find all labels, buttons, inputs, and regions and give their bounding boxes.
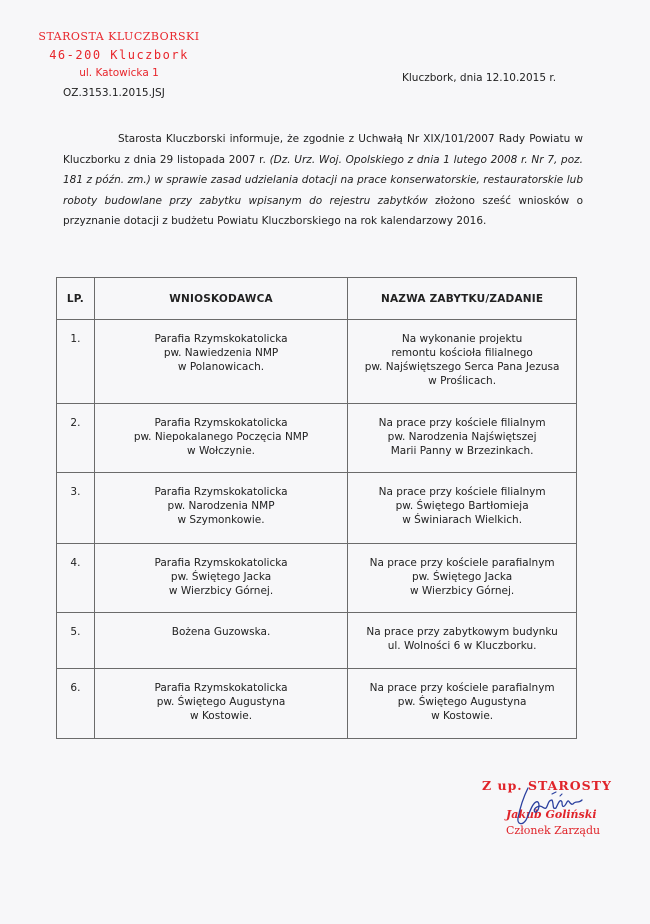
- task-line: Na prace przy kościele parafialnym: [369, 682, 555, 694]
- cell-lp: 1.: [57, 320, 95, 404]
- applicant-line: Parafia Rzymskokatolicka: [154, 557, 288, 569]
- task-line: pw. Najświętszego Serca Pana Jezusa: [364, 361, 560, 373]
- table-row: [57, 544, 577, 613]
- applicant-line: pw. Świętego Augustyna: [156, 696, 286, 708]
- cell-lp: 6.: [57, 669, 95, 739]
- grant-applications-table: [56, 277, 577, 739]
- signatory-name-stamp: Jakub Goliński: [506, 808, 597, 821]
- cell-task: [348, 544, 577, 613]
- applicant-line: Parafia Rzymskokatolicka: [154, 682, 288, 694]
- cell-applicant: [94, 473, 347, 544]
- applicant-line: w Polanowicach.: [177, 361, 265, 373]
- applicant-line: w Szymonkowie.: [177, 514, 265, 526]
- applicant-line: w Wołczynie.: [187, 445, 256, 457]
- applicant-line: Bożena Guzowska.: [171, 626, 271, 638]
- task-line: remontu kościoła filialnego: [391, 347, 533, 359]
- task-line: Na wykonanie projektu: [401, 333, 523, 345]
- signatory-role-stamp: Członek Zarządu: [506, 824, 601, 837]
- task-line: pw. Świętego Bartłomieja: [395, 500, 529, 512]
- handwritten-signature-icon: [500, 782, 620, 832]
- table-row: [57, 404, 577, 473]
- intro-paragraph: [63, 129, 583, 232]
- table-row: [57, 473, 577, 544]
- applicant-line: w Kostowie.: [190, 710, 253, 722]
- task-line: Na prace przy kościele parafialnym: [369, 557, 555, 569]
- task-line: ul. Wolności 6 w Kluczborku.: [387, 640, 537, 652]
- applicant-line: pw. Nawiedzenia NMP: [163, 347, 279, 359]
- on-behalf-stamp: Z up. STAROSTY: [482, 778, 612, 793]
- applicant-line: Parafia Rzymskokatolicka: [154, 417, 288, 429]
- cell-task: [348, 669, 577, 739]
- cell-lp: 5.: [57, 613, 95, 669]
- cell-lp: 4.: [57, 544, 95, 613]
- place-date: Kluczbork, dnia 12.10.2015 r.: [402, 72, 557, 84]
- task-line: Na prace przy kościele filialnym: [378, 486, 546, 498]
- stamp-street: ul. Katowicka 1: [79, 67, 159, 79]
- task-line: Na prace przy zabytkowym budynku: [366, 626, 558, 638]
- task-line: pw. Świętego Jacka: [412, 571, 513, 583]
- intro-text-italic: (Dz. Urz. Woj. Opolskiego z dnia 1 lutego 2008 r. Nr 7, poz. 181 z późn. zm.) w sprawie zasad udzielania dotacji na prace konserwatorskie, restauratorskie lub roboty budowlane przy zabytku wpisanym do rejestru zabytków: [63, 153, 583, 207]
- applicant-line: Parafia Rzymskokatolicka: [154, 333, 288, 345]
- cell-applicant: [94, 544, 347, 613]
- cell-lp: 3.: [57, 473, 95, 544]
- task-line: w Kostowie.: [431, 710, 494, 722]
- cell-applicant: [94, 613, 347, 669]
- task-line: Na prace przy kościele filialnym: [378, 417, 546, 429]
- header-lp: LP.: [57, 278, 95, 320]
- stamp-office-name: STAROSTA KLUCZBORSKI: [38, 30, 200, 43]
- table-row: [57, 669, 577, 739]
- reference-number: OZ.3153.1.2015.JSJ: [63, 87, 165, 99]
- intro-text-part2: złożono sześć wniosków o przyznanie dotacji z budżetu Powiatu Kluczborskiego na rok kalendarzowy 2016.: [63, 194, 583, 227]
- cell-applicant: [94, 320, 347, 404]
- stamp-postal-city: 46-200 Kluczbork: [49, 48, 189, 62]
- office-stamp: [34, 28, 204, 82]
- cell-applicant: [94, 669, 347, 739]
- cell-applicant: [94, 404, 347, 473]
- task-line: Marii Panny w Brzezinkach.: [390, 445, 534, 457]
- task-line: pw. Świętego Augustyna: [397, 696, 527, 708]
- cell-task: [348, 404, 577, 473]
- header-applicant: WNIOSKODAWCA: [94, 278, 347, 320]
- task-line: w Świniarach Wielkich.: [402, 514, 523, 526]
- table-row: [57, 320, 577, 404]
- task-line: w Wierzbicy Górnej.: [409, 585, 515, 597]
- cell-task: [348, 613, 577, 669]
- table-row: [57, 613, 577, 669]
- task-line: pw. Narodzenia Najświętszej: [387, 431, 537, 443]
- cell-task: [348, 473, 577, 544]
- applicant-line: Parafia Rzymskokatolicka: [154, 486, 288, 498]
- table-header-row: [57, 278, 577, 320]
- applicant-line: pw. Narodzenia NMP: [167, 500, 275, 512]
- task-line: w Proślicach.: [428, 375, 497, 387]
- applicant-line: w Wierzbicy Górnej.: [168, 585, 274, 597]
- cell-lp: 2.: [57, 404, 95, 473]
- intro-text-part1: Starosta Kluczborski informuje, że zgodnie z Uchwałą Nr XIX/101/2007 Rady Powiatu w Kluczborku z dnia 29 listopada 2007 r.: [63, 133, 583, 166]
- header-task: NAZWA ZABYTKU/ZADANIE: [348, 278, 577, 320]
- cell-task: [348, 320, 577, 404]
- applicant-line: pw. Świętego Jacka: [170, 571, 272, 583]
- applicant-line: pw. Niepokalanego Poczęcia NMP: [133, 431, 309, 443]
